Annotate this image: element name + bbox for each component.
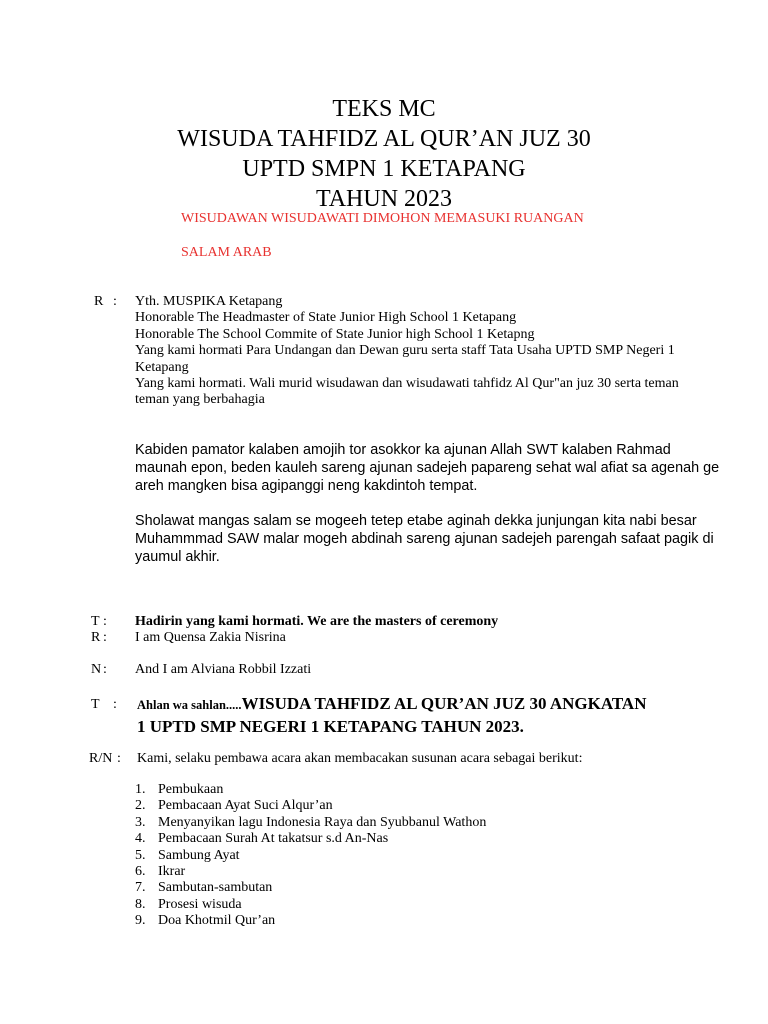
- speaker-label: T: [91, 614, 100, 629]
- list-item: 7. Sambutan-sambutan: [135, 880, 273, 896]
- announcement-small: Ahlan wa sahlan.....: [137, 698, 242, 712]
- greeting-line: teman yang berbahagia: [135, 392, 265, 408]
- greeting-line: Yang kami hormati. Wali murid wisudawan dan wisudawati tahfidz Al Qur"an juz 30 serta teman: [135, 376, 679, 392]
- list-item: 2. Pembacaan Ayat Suci Alqur’an: [135, 798, 333, 814]
- greeting-line: Honorable The Headmaster of State Junior High School 1 Ketapang: [135, 310, 517, 326]
- dialog-text: I am Quensa Zakia Nisrina: [135, 630, 286, 645]
- speaker-label: R/N: [89, 751, 113, 766]
- paragraph-opening: [135, 441, 719, 495]
- title-line-3: UPTD SMPN 1 KETAPANG: [242, 156, 526, 182]
- speaker-label: N: [91, 662, 102, 677]
- dialog-announcement: [137, 693, 646, 737]
- speaker-colon: :: [117, 751, 121, 766]
- list-item: 8. Prosesi wisuda: [135, 896, 242, 912]
- speaker-label: T: [91, 697, 100, 712]
- list-item: 6. Ikrar: [135, 864, 186, 880]
- paragraph-line: areh mangken bisa agipanggi neng kakdintoh tempat.: [135, 478, 478, 494]
- speaker-colon: :: [103, 630, 107, 645]
- instruction-salam: SALAM ARAB: [181, 245, 272, 260]
- speaker-colon: :: [113, 294, 117, 309]
- paragraph-line: Sholawat mangas salam se mogeeh tetep etabe aginah dekka junjungan kita nabi besar: [135, 513, 697, 529]
- paragraph-line: Kabiden pamator kalaben amojih tor asokkor ka ajunan Allah SWT kalaben Rahmad: [135, 442, 671, 458]
- speaker-label: R: [91, 630, 101, 645]
- dialog-text: Hadirin yang kami hormati. We are the masters of ceremony: [135, 614, 499, 629]
- announcement-big: WISUDA TAHFIDZ AL QUR’AN JUZ 30 ANGKATAN: [241, 694, 647, 713]
- list-item: 1. Pembukaan: [135, 782, 224, 797]
- greeting-line: Yang kami hormati Para Undangan dan Dewan guru serta staff Tata Usaha UPTD SMP Negeri 1: [135, 343, 675, 359]
- greeting-line: Yth. MUSPIKA Ketapang: [135, 294, 283, 309]
- list-item: 4. Pembacaan Surah At takatsur s.d An-Nas: [135, 831, 389, 847]
- paragraph-line: Muhammmad SAW malar mogeh abdinah sareng ajunan sadejeh parengah safaat pagik di: [135, 531, 714, 547]
- title-line-1: TEKS MC: [332, 96, 436, 122]
- greeting-line: Honorable The School Commite of State Junior high School 1 Ketapng: [135, 326, 535, 342]
- list-item: 3. Menyanyikan lagu Indonesia Raya dan Syubbanul Wathon: [135, 814, 487, 830]
- greeting-line: Ketapang: [135, 359, 189, 375]
- paragraph-line: maunah epon, beden kauleh sareng ajunan sadejeh papareng sehat wal afiat sa agenah ge: [135, 460, 720, 476]
- paragraph-line: yaumul akhir.: [135, 549, 220, 565]
- speaker-colon: :: [113, 697, 117, 712]
- greeting-block: [135, 294, 679, 409]
- title-line-4: TAHUN 2023: [315, 186, 453, 212]
- title-line-2: WISUDA TAHFIDZ AL QUR’AN JUZ 30: [177, 126, 591, 152]
- dialog-text: Kami, selaku pembawa acara akan membacakan susunan acara sebagai berikut:: [137, 751, 583, 766]
- announcement-big: 1 UPTD SMP NEGERI 1 KETAPANG TAHUN 2023.: [137, 717, 524, 736]
- instruction-enter: WISUDAWAN WISUDAWATI DIMOHON MEMASUKI RUANGAN: [181, 211, 584, 226]
- list-item: 9. Doa Khotmil Qur’an: [135, 913, 276, 929]
- speaker-label: R: [94, 294, 104, 309]
- paragraph-sholawat: [135, 512, 714, 566]
- agenda-list: [135, 782, 486, 930]
- list-item: 5. Sambung Ayat: [135, 847, 240, 863]
- speaker-colon: :: [103, 614, 107, 629]
- speaker-colon: :: [103, 662, 107, 677]
- dialog-text: And I am Alviana Robbil Izzati: [135, 662, 312, 677]
